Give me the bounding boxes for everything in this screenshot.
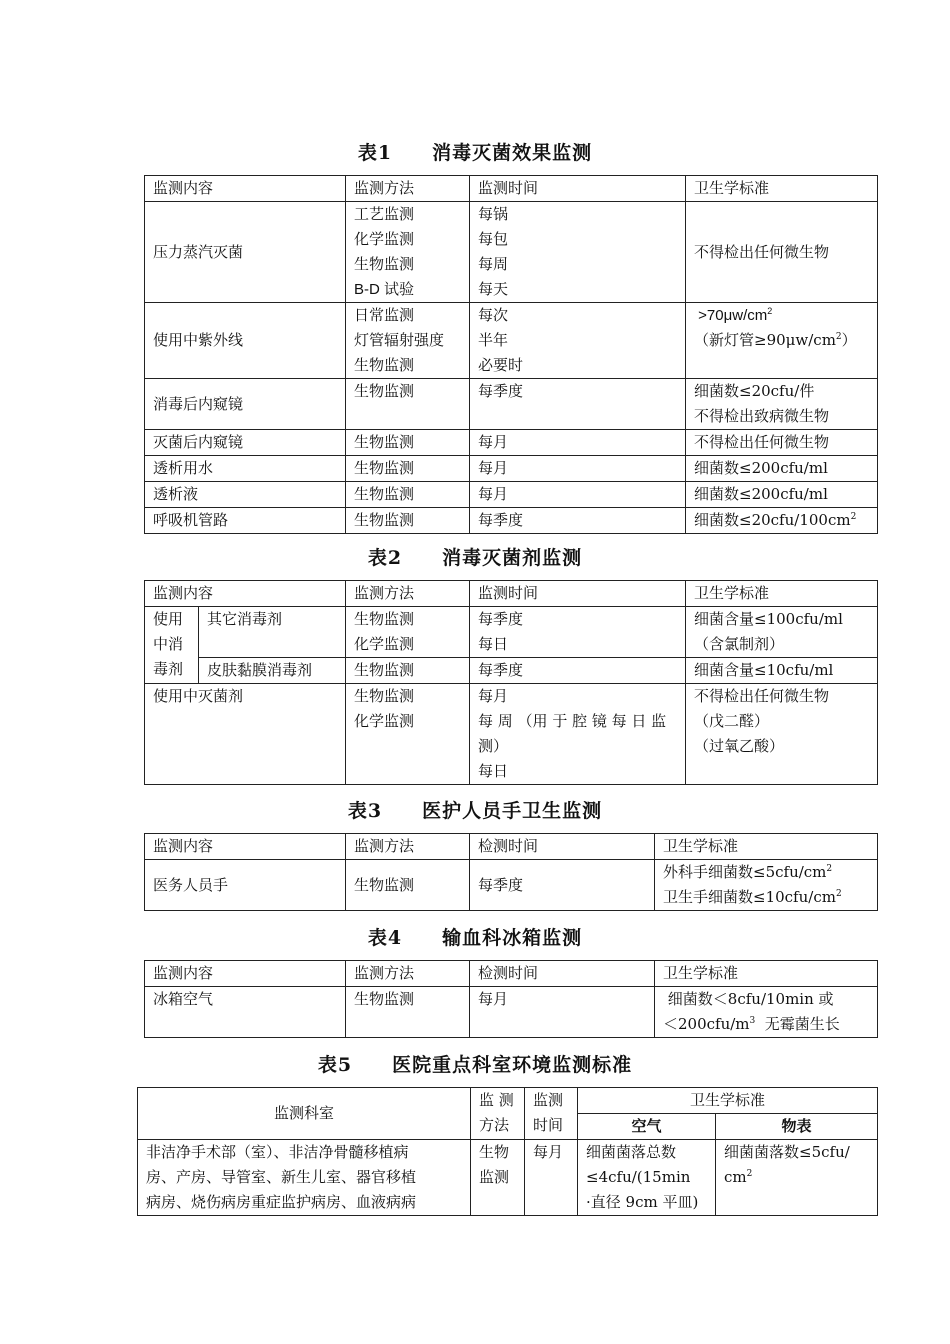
table5-title xyxy=(0,1050,950,1077)
method-line: B-D 试验 xyxy=(354,281,415,298)
monitor-content: 呼吸机管路 xyxy=(145,508,346,534)
table5-header-row xyxy=(138,1088,878,1114)
header-cell: 监测方法 xyxy=(346,961,470,987)
method-line: 化学监测 xyxy=(354,230,415,248)
header-cell: 卫生学标准 xyxy=(655,961,878,987)
std-text: cm xyxy=(724,1168,747,1186)
surface-line xyxy=(724,1165,869,1190)
standard-line xyxy=(663,1012,869,1037)
hygiene-standard xyxy=(686,684,878,785)
superscript: 3 xyxy=(749,1016,756,1026)
standard-line: （含氯制剂） xyxy=(694,635,785,653)
table-row xyxy=(145,456,878,482)
monitor-time: 每季度 xyxy=(470,860,655,911)
header-standard: 卫生学标准 xyxy=(578,1088,878,1114)
header-cell: 检测时间 xyxy=(470,834,655,860)
monitor-method: 生物监测 xyxy=(346,658,470,684)
hygiene-standard xyxy=(686,607,878,658)
header-cell: 监测时间 xyxy=(470,176,686,202)
monitor-method xyxy=(346,684,470,785)
table-row xyxy=(145,508,878,534)
std-text: ＜200cfu/m xyxy=(663,1015,750,1033)
air-line: 细菌菌落总数 xyxy=(586,1143,677,1161)
method-line: 生物 xyxy=(479,1143,510,1161)
table1-number: 表1 xyxy=(357,142,393,164)
table4-header-row xyxy=(145,961,878,987)
monitor-time: 每月 xyxy=(470,482,686,508)
superscript: 2 xyxy=(826,864,833,874)
header-line: 监 测 xyxy=(479,1091,514,1109)
table2-title xyxy=(0,543,950,570)
dept-line: 非洁净手术部（室）、非洁净骨髓移植病 xyxy=(146,1143,409,1161)
time-line: 半年 xyxy=(478,331,509,349)
time-line: 每包 xyxy=(478,230,509,248)
monitor-method: 生物监测 xyxy=(346,379,470,430)
table-row xyxy=(145,684,878,785)
table3-title xyxy=(0,796,950,823)
superscript: 2 xyxy=(835,332,842,342)
standard-line xyxy=(663,860,869,885)
monitor-method: 生物监测 xyxy=(346,456,470,482)
table-row xyxy=(145,658,878,684)
table5-number: 表5 xyxy=(317,1054,353,1076)
header-surface: 物表 xyxy=(716,1114,878,1140)
time-line: 每锅 xyxy=(478,205,509,223)
table2 xyxy=(144,580,878,785)
superscript: 2 xyxy=(835,889,842,899)
table3-number: 表3 xyxy=(347,800,383,822)
header-line: 监测 xyxy=(533,1091,564,1109)
header-line: 时间 xyxy=(533,1116,564,1134)
time-line: 测） xyxy=(478,737,509,755)
hygiene-standard xyxy=(686,303,878,379)
time-line: 每次 xyxy=(478,306,509,324)
monitor-method: 生物监测 xyxy=(346,508,470,534)
monitor-time: 每月 xyxy=(470,430,686,456)
table3 xyxy=(144,833,878,911)
table4-number: 表4 xyxy=(367,927,403,949)
std-text: （新灯管≥90μw/cm xyxy=(694,331,836,349)
monitor-time xyxy=(470,684,686,785)
header-cell: 检测时间 xyxy=(470,961,655,987)
table-row xyxy=(145,607,878,658)
method-line: 监测 xyxy=(479,1168,510,1186)
air-line: ·直径 9cm 平皿) xyxy=(586,1193,699,1211)
monitor-content: 透析液 xyxy=(145,482,346,508)
standard-line: 不得检出致病微生物 xyxy=(694,407,830,425)
table5 xyxy=(137,1087,878,1216)
time-line: 每日 xyxy=(478,635,509,653)
header-cell: 监测方法 xyxy=(346,176,470,202)
standard-line xyxy=(663,885,869,910)
time-line: 每日 xyxy=(478,762,509,780)
table2-number: 表2 xyxy=(367,547,403,569)
superscript: 2 xyxy=(746,1169,753,1179)
header-method xyxy=(471,1088,525,1140)
method-line: 日常监测 xyxy=(354,306,415,324)
standard-line xyxy=(694,303,869,328)
surface-standard xyxy=(716,1140,878,1216)
monitor-time: 每季度 xyxy=(470,379,686,430)
table4 xyxy=(144,960,878,1038)
standard-line: （戊二醛） xyxy=(694,712,770,730)
hygiene-standard xyxy=(686,508,878,534)
hygiene-standard: 不得检出任何微生物 xyxy=(686,430,878,456)
monitor-content: 皮肤黏膜消毒剂 xyxy=(199,658,346,684)
monitor-content: 其它消毒剂 xyxy=(199,607,346,658)
standard-line: 细菌数≤20cfu/件 xyxy=(694,382,815,400)
time-line: 每季度 xyxy=(478,610,524,628)
dept-line: 病房、烧伤病房重症监护病房、血液病病 xyxy=(146,1193,417,1211)
table-row xyxy=(138,1140,878,1216)
monitor-time: 每季度 xyxy=(470,658,686,684)
monitor-time: 每季度 xyxy=(470,508,686,534)
monitor-content: 使用中灭菌剂 xyxy=(145,684,346,785)
method-line: 化学监测 xyxy=(354,712,415,730)
standard-line xyxy=(663,987,869,1012)
table-row xyxy=(145,379,878,430)
table-row xyxy=(145,987,878,1038)
header-cell: 监测内容 xyxy=(145,834,346,860)
monitor-method xyxy=(346,202,470,303)
header-time xyxy=(525,1088,578,1140)
time-line: 每天 xyxy=(478,280,509,298)
header-cell: 监测时间 xyxy=(470,581,686,607)
header-cell: 卫生学标准 xyxy=(655,834,878,860)
std-text: 细菌数＜8cfu/10min 或 xyxy=(667,990,834,1008)
header-dept: 监测科室 xyxy=(138,1088,471,1140)
monitor-method: 生物监测 xyxy=(346,482,470,508)
monitor-content: 消毒后内窥镜 xyxy=(145,379,346,430)
standard-line: 细菌含量≤100cfu/ml xyxy=(694,610,843,628)
group-line: 毒剂 xyxy=(153,660,184,678)
monitor-method: 生物监测 xyxy=(346,860,470,911)
dept-line: 房、产房、导管室、新生儿室、器官移植 xyxy=(146,1168,417,1186)
method-line: 灯管辐射强度 xyxy=(354,331,445,349)
monitor-content: 使用中紫外线 xyxy=(145,303,346,379)
standard-line: （过氧乙酸） xyxy=(694,737,785,755)
air-standard xyxy=(578,1140,716,1216)
air-line: ≤4cfu/(15min xyxy=(586,1168,691,1186)
time-line: 必要时 xyxy=(478,356,524,374)
table5-name: 医院重点科室环境监测标准 xyxy=(392,1054,633,1076)
header-cell: 监测方法 xyxy=(346,834,470,860)
std-text: >70μw/cm xyxy=(698,307,768,324)
group-line: 中消 xyxy=(153,635,184,653)
method-line: 生物监测 xyxy=(354,610,415,628)
header-air: 空气 xyxy=(578,1114,716,1140)
surface-line: 细菌菌落数≤5cfu/ xyxy=(724,1143,850,1161)
method-line: 生物监测 xyxy=(354,687,415,705)
table1-title xyxy=(0,138,950,165)
method-line: 生物监测 xyxy=(354,356,415,374)
monitor-time xyxy=(470,607,686,658)
monitor-content: 透析用水 xyxy=(145,456,346,482)
standard-line: 不得检出任何微生物 xyxy=(694,687,830,705)
monitor-time xyxy=(470,202,686,303)
std-text: 细菌数≤20cfu/100cm xyxy=(694,511,851,529)
group-line: 使用 xyxy=(153,610,184,628)
header-cell: 卫生学标准 xyxy=(686,176,878,202)
table-row xyxy=(145,482,878,508)
table-row xyxy=(145,303,878,379)
table4-title xyxy=(0,923,950,950)
monitor-time xyxy=(470,303,686,379)
monitor-method xyxy=(346,303,470,379)
table4-name: 输血科冰箱监测 xyxy=(442,927,583,949)
monitor-content: 灭菌后内窥镜 xyxy=(145,430,346,456)
header-cell: 卫生学标准 xyxy=(686,581,878,607)
monitor-content: 医务人员手 xyxy=(145,860,346,911)
group-label xyxy=(145,607,199,684)
superscript: 2 xyxy=(850,512,857,522)
time-line: 每周 xyxy=(478,255,509,273)
header-cell: 监测内容 xyxy=(145,961,346,987)
header-line: 方法 xyxy=(479,1116,510,1134)
monitor-method xyxy=(346,607,470,658)
monitor-content: 压力蒸汽灭菌 xyxy=(145,202,346,303)
hygiene-standard: 不得检出任何微生物 xyxy=(686,202,878,303)
header-cell: 监测方法 xyxy=(346,581,470,607)
monitor-dept xyxy=(138,1140,471,1216)
method-line: 工艺监测 xyxy=(354,205,415,223)
table3-name: 医护人员手卫生监测 xyxy=(422,800,603,822)
method-line: 生物监测 xyxy=(354,255,415,273)
std-text: ） xyxy=(841,331,857,349)
superscript: 2 xyxy=(767,306,773,316)
table2-name: 消毒灭菌剂监测 xyxy=(442,547,583,569)
std-text: 卫生手细菌数≤10cfu/cm xyxy=(663,888,836,906)
monitor-time: 每月 xyxy=(470,987,655,1038)
monitor-time: 每月 xyxy=(470,456,686,482)
hygiene-standard: 细菌数≤200cfu/ml xyxy=(686,482,878,508)
method-line: 化学监测 xyxy=(354,635,415,653)
monitor-method: 生物监测 xyxy=(346,987,470,1038)
hygiene-standard xyxy=(655,860,878,911)
header-cell: 监测内容 xyxy=(145,581,346,607)
standard-line xyxy=(694,328,869,353)
table-row xyxy=(145,430,878,456)
table-row xyxy=(145,202,878,303)
table2-header-row xyxy=(145,581,878,607)
monitor-method: 生物监测 xyxy=(346,430,470,456)
table1-header-row xyxy=(145,176,878,202)
time-line: 每 周 （用 于 腔 镜 每 日 监 xyxy=(478,712,667,730)
monitor-method xyxy=(471,1140,525,1216)
table3-header-row xyxy=(145,834,878,860)
hygiene-standard: 细菌含量≤10cfu/ml xyxy=(686,658,878,684)
std-text: 外科手细菌数≤5cfu/cm xyxy=(663,863,827,881)
header-cell: 监测内容 xyxy=(145,176,346,202)
table-row xyxy=(145,860,878,911)
hygiene-standard: 细菌数≤200cfu/ml xyxy=(686,456,878,482)
std-text: 无霉菌生长 xyxy=(755,1015,840,1033)
table1 xyxy=(144,175,878,534)
monitor-time: 每月 xyxy=(525,1140,578,1216)
time-line: 每月 xyxy=(478,687,509,705)
hygiene-standard xyxy=(686,379,878,430)
monitor-content: 冰箱空气 xyxy=(145,987,346,1038)
table1-name: 消毒灭菌效果监测 xyxy=(432,142,593,164)
hygiene-standard xyxy=(655,987,878,1038)
